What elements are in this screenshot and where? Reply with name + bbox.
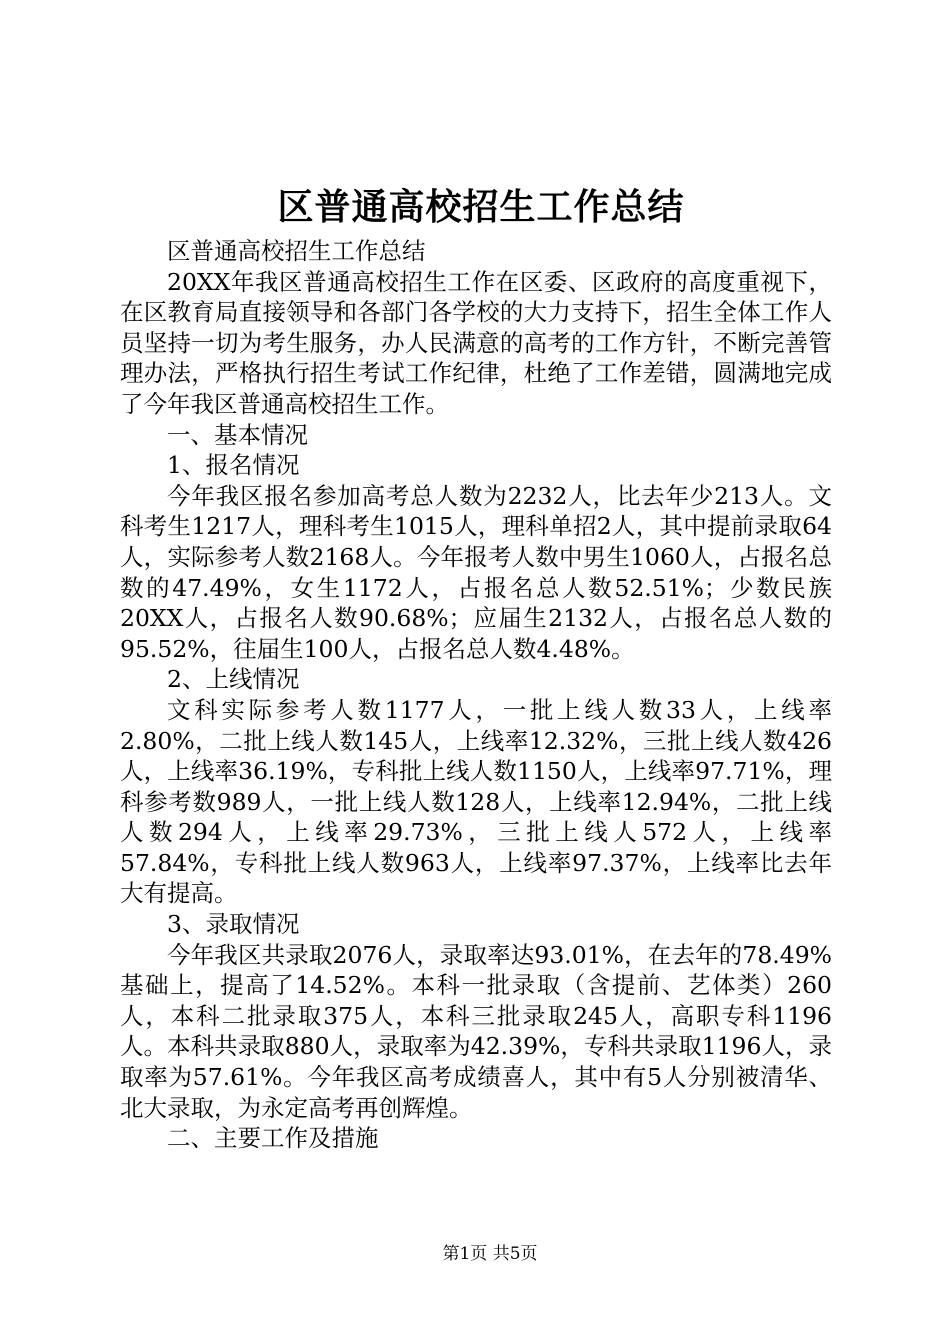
heading-score-line: 2、上线情况	[167, 665, 300, 694]
heading-registration: 1、报名情况	[167, 451, 300, 480]
document-body	[120, 236, 832, 1154]
paragraph-subtitle: 区普通高校招生工作总结	[167, 237, 426, 265]
page-number: 第1页 共5页	[442, 1244, 538, 1264]
heading-main-work: 二、主要工作及措施	[167, 1124, 379, 1153]
paragraph-registration: 今年我区报名参加高考总人数为2232人，比去年少213人。文科考生1217人，理科考生1015人，理科单招2人，其中提前录取64人，实际参考人数2168人。今年报考人数中男生1060人，占报名总数的47.49%，女生1172人，占报名总人数52.51%；少数民族20XX人，占报名人数90.68%；应届生2132人，占报名总人数的95.52%，往届生100人，占报名总人数4.48%。	[120, 481, 832, 663]
document-title: 区普通高校招生工作总结	[277, 186, 685, 228]
heading-admission: 3、录取情况	[167, 910, 300, 939]
paragraph-intro: 20XX年我区普通高校招生工作在区委、区政府的高度重视下，在区教育局直接领导和各部门各学校的大力支持下，招生全体工作人员坚持一切为考生服务，办人民满意的高考的工作方针，不断完善管理办法，严格执行招生考试工作纪律，杜绝了工作差错，圆满地完成了今年我区普通高校招生工作。	[120, 267, 832, 418]
paragraph-score-line: 文科实际参考人数1177人，一批上线人数33人，上线率2.80%，二批上线人数145人，上线率12.32%，三批上线人数426人，上线率36.19%，专科批上线人数1150人，上线率97.71%，理科参考数989人，一批上线人数128人，上线率12.94%，二批上线人数294人，上线率29.73%，三批上线人572人，上线率57.84%，专科批上线人数963人，上线率97.37%，上线率比去年大有提高。	[120, 695, 832, 908]
heading-basic-situation: 一、基本情况	[167, 420, 308, 449]
paragraph-admission: 今年我区共录取2076人，录取率达93.01%，在去年的78.49%基础上，提高了14.52%。本科一批录取（含提前、艺体类）260人，本科二批录取375人，本科三批录取245人，高职专科1196人。本科共录取880人，录取率为42.39%，专科共录取1196人，录取率为57.61%。今年我区高考成绩喜人，其中有5人分别被清华、北大录取，为永定高考再创辉煌。	[120, 940, 832, 1122]
